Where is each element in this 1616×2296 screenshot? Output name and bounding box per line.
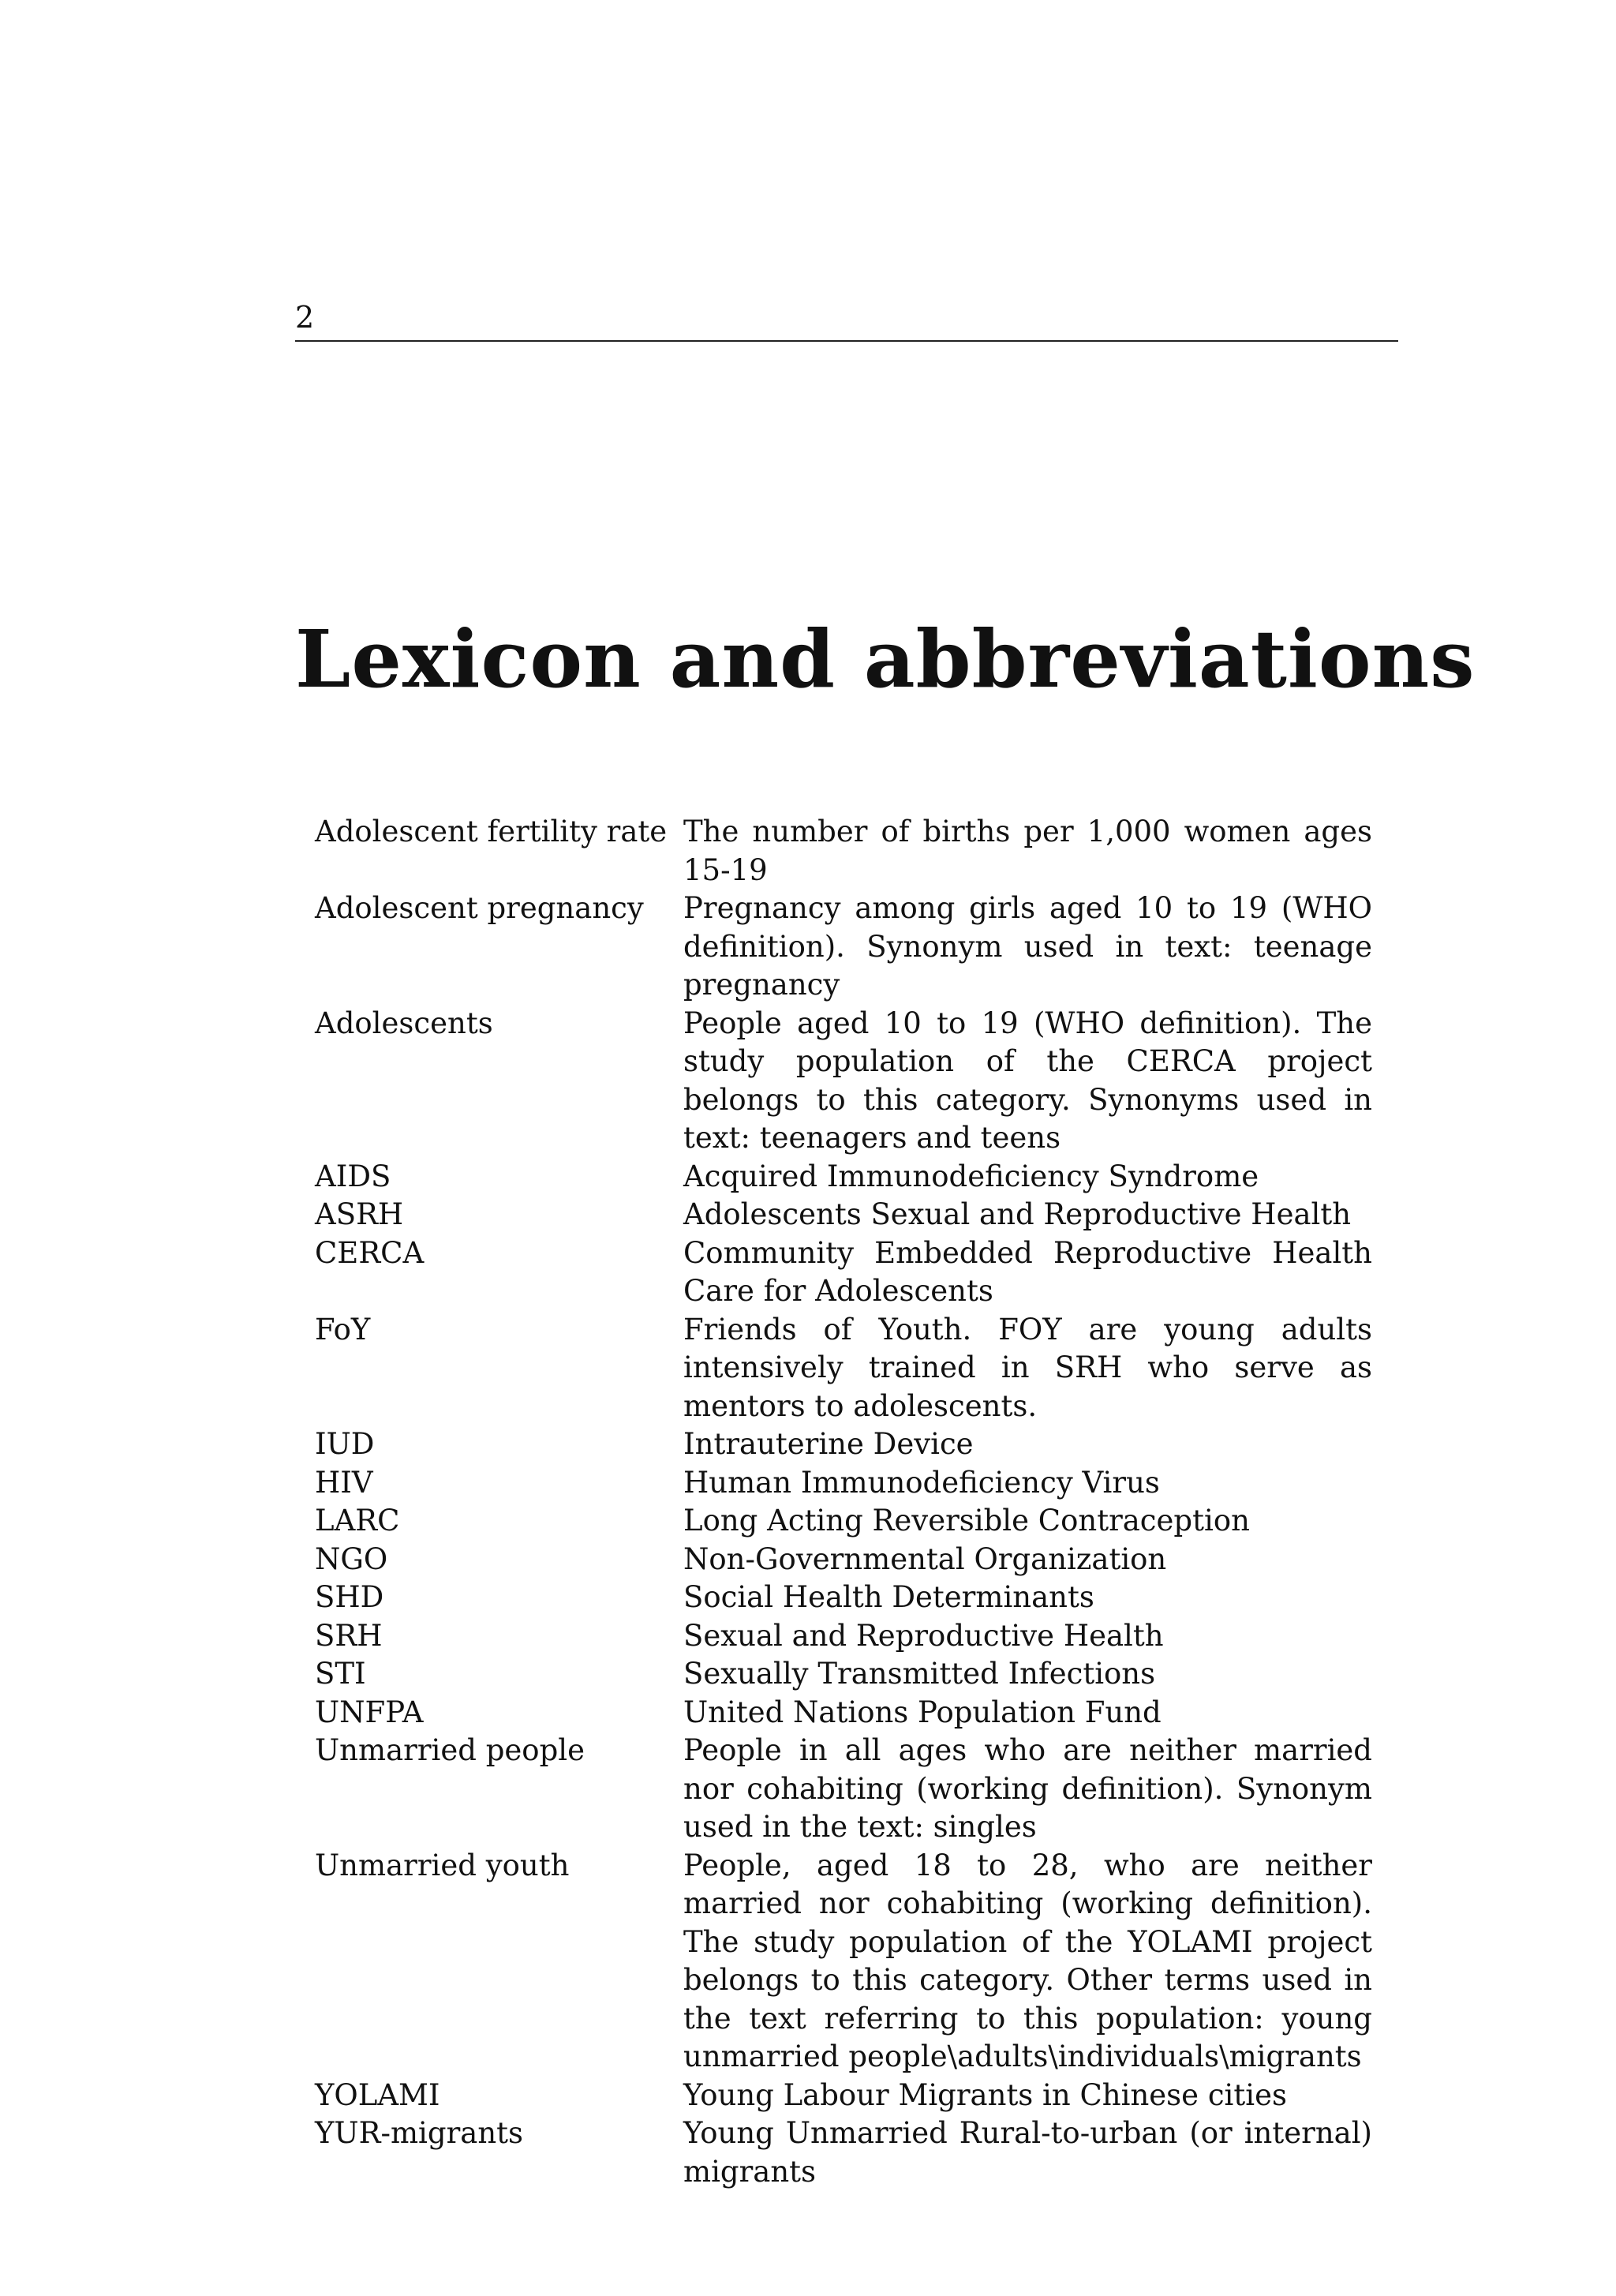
lexicon-list (315, 813, 1372, 2191)
lexicon-definition: Non-Governmental Organization (683, 1541, 1167, 1576)
lexicon-entry (315, 1425, 1372, 1464)
lexicon-term: HIV (315, 1465, 373, 1500)
lexicon-definition: Acquired Immunodeficiency Syndrome (683, 1159, 1259, 1193)
lexicon-entry (315, 1005, 1372, 1158)
lexicon-definition: Pregnancy among girls aged 10 to 19 (WHO definition). Synonym used in text: teenage pregnancy (683, 891, 1372, 1002)
lexicon-entry (315, 2114, 1372, 2191)
lexicon-term: FoY (315, 1312, 371, 1347)
lexicon-definition: United Nations Population Fund (683, 1695, 1162, 1729)
lexicon-term: SHD (315, 1580, 384, 1614)
lexicon-definition: Sexual and Reproductive Health (683, 1618, 1164, 1653)
lexicon-entry (315, 1694, 1372, 1732)
lexicon-entry (315, 1502, 1372, 1541)
lexicon-term: ASRH (315, 1197, 404, 1231)
lexicon-term: CERCA (315, 1235, 425, 1270)
lexicon-definition: People, aged 18 to 28, who are neither married nor cohabiting (working definition). The study population of the YOLAMI project belongs to this category. Other terms used in the text referring to this population: young unmarried people\adults\individuals\migrants (683, 1848, 1372, 2073)
lexicon-term: NGO (315, 1541, 388, 1576)
lexicon-definition: Intrauterine Device (683, 1427, 974, 1461)
lexicon-definition: People in all ages who are neither married nor cohabiting (working definition). Synonym used in the text: singles (683, 1733, 1372, 1844)
page-number: 2 (295, 300, 315, 335)
header-rule (295, 340, 1398, 342)
lexicon-term: Unmarried youth (315, 1848, 570, 1882)
lexicon-entry (315, 1311, 1372, 1426)
lexicon-term: STI (315, 1657, 366, 1691)
lexicon-entry (315, 1464, 1372, 1503)
lexicon-definition: Social Health Determinants (683, 1580, 1094, 1614)
lexicon-term: SRH (315, 1618, 383, 1653)
lexicon-term: UNFPA (315, 1695, 424, 1729)
lexicon-entry (315, 890, 1372, 1005)
lexicon-definition: Long Acting Reversible Contraception (683, 1504, 1250, 1538)
lexicon-entry (315, 813, 1372, 890)
lexicon-entry (315, 1847, 1372, 2077)
lexicon-definition: Sexually Transmitted Infections (683, 1657, 1156, 1691)
lexicon-term: AIDS (315, 1159, 391, 1193)
lexicon-term: YOLAMI (315, 2077, 440, 2112)
lexicon-definition: Young Labour Migrants in Chinese cities (683, 2077, 1287, 2112)
lexicon-term: Adolescent pregnancy (315, 891, 644, 925)
lexicon-term: LARC (315, 1504, 400, 1538)
lexicon-term: Adolescents (315, 1006, 493, 1040)
lexicon-entry (315, 1732, 1372, 1847)
lexicon-entry (315, 1617, 1372, 1656)
lexicon-term: Adolescent fertility rate (315, 815, 668, 848)
lexicon-definition: The number of births per 1,000 women ages 15-19 (683, 815, 1372, 887)
lexicon-term: IUD (315, 1427, 375, 1461)
lexicon-entry (315, 1158, 1372, 1197)
lexicon-entry (315, 1655, 1372, 1694)
lexicon-definition: Adolescents Sexual and Reproductive Health (683, 1197, 1352, 1231)
lexicon-definition: People aged 10 to 19 (WHO definition). The study population of the CERCA project belongs to this category. Synonyms used in text: teenagers and teens (683, 1006, 1372, 1155)
chapter-title: Lexicon and abbreviations (295, 612, 1476, 706)
lexicon-definition: Friends of Youth. FOY are young adults intensively trained in SRH who serve as mentors to adolescents. (683, 1312, 1372, 1423)
lexicon-entry (315, 1541, 1372, 1579)
lexicon-definition: Young Unmarried Rural-to-urban (or internal) migrants (683, 2116, 1372, 2189)
lexicon-entry (315, 2077, 1372, 2115)
lexicon-definition: Human Immunodeficiency Virus (683, 1465, 1160, 1500)
lexicon-term: Unmarried people (315, 1733, 585, 1767)
lexicon-entry (315, 1234, 1372, 1311)
lexicon-entry (315, 1579, 1372, 1617)
lexicon-entry (315, 1196, 1372, 1234)
lexicon-definition: Community Embedded Reproductive Health Care for Adolescents (683, 1235, 1372, 1308)
lexicon-term: YUR-migrants (315, 2116, 524, 2150)
